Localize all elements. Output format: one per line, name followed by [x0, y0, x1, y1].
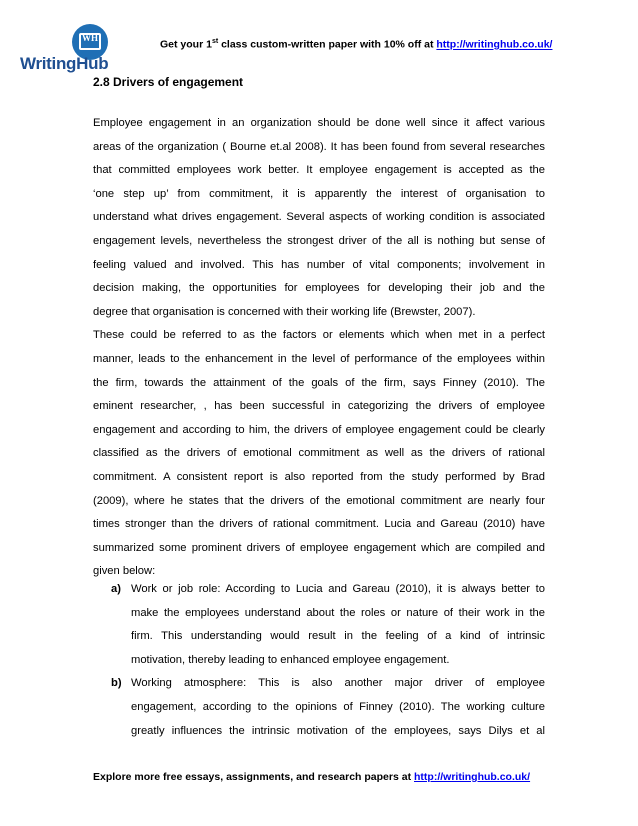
header-superscript: st: [211, 38, 219, 45]
paragraph2-line: commitment. A consistent report is also reported from the study performed by Brad: [93, 470, 545, 483]
list-item: [93, 578, 545, 672]
paragraph2-line: the firm, towards the attainment of the goals of the firm, says Finney (2010). The: [93, 376, 545, 389]
writinghub-logo: [20, 24, 120, 72]
footer-link[interactable]: http://writinghub.co.uk/: [414, 771, 531, 783]
list-item-line: engagement, according to the opinions of Finney (2010). The working culture: [131, 700, 545, 713]
paragraph1-line: engagement levels, nevertheless the strongest driver of the all is nothing but sense of: [93, 234, 545, 247]
paragraph1-line: understand what drives engagement. Several aspects of working condition is associated: [93, 211, 545, 224]
paragraph2-line: times stronger than the drivers of rational commitment. Lucia and Gareau (2010) have: [93, 518, 545, 531]
paragraph2-line: summarized some prominent drivers of employee engagement which are compiled and: [93, 541, 545, 554]
list-item-line: make the employees understand about the roles or nature of their work in the: [131, 606, 545, 619]
footer-text: Explore more free essays, assignments, and research papers at: [93, 771, 414, 783]
paragraph1-line: feeling valued and involved. This has number of vital components; involvement in: [93, 258, 545, 271]
paragraph1-line: decision making, the opportunities for employees for developing their job and the: [93, 282, 545, 295]
section-title: 2.8 Drivers of engagement: [93, 75, 244, 89]
drivers-list: [93, 578, 545, 743]
paragraph2-line: classified as the drivers of emotional commitment as well as the drivers of rational: [93, 447, 545, 460]
logo-word-b: Hub: [76, 54, 109, 73]
paragraph2-line: These could be referred to as the factors or elements which when met in a perfect: [93, 329, 545, 342]
paragraph1-line: Employee engagement in an organization should be done well since it affect various: [93, 117, 545, 129]
page-footer: [93, 771, 530, 783]
paragraph1-line: ‘one step up’ from commitment, it is apparently the interest of organisation to: [93, 187, 545, 200]
paragraph1-line: that committed employees work better. It employee engagement is accepted as the: [93, 164, 545, 177]
logo-wordmark: [20, 54, 108, 74]
header-text-pre: Get your 1: [160, 38, 212, 51]
list-item-line: greatly influences the intrinsic motivation of the employees, says Dilys et al: [131, 724, 545, 737]
paragraph2-line: engagement and according to him, the drivers of employee engagement could be clearly: [93, 423, 545, 436]
paragraph1-line: areas of the organization ( Bourne et.al 2008). It has been found from several researches: [93, 140, 545, 153]
list-item-line: Working atmosphere: This is also another major driver of employee: [131, 677, 545, 690]
paragraph2-line: manner, leads to the enhancement in the level of performance of the employees within: [93, 352, 545, 365]
paragraph2-line: (2009), where he states that the drivers of the emotional commitment are nearly four: [93, 494, 545, 507]
list-item-line: motivation, thereby leading to enhanced employee engagement.: [131, 653, 450, 666]
body-text: [93, 112, 545, 584]
page-header: [160, 38, 552, 51]
list-marker: a): [111, 583, 121, 595]
paragraph1-line: degree that organisation is concerned with their working life (Brewster, 2007).: [93, 305, 476, 318]
list-marker: b): [111, 677, 122, 690]
header-text-post: class custom-written paper with 10% off at: [218, 38, 437, 51]
list-item-line: firm. This understanding would result in the feeling of a kind of intrinsic: [131, 630, 545, 643]
list-item: [93, 672, 545, 743]
list-item-line: Work or job role: According to Lucia and Gareau (2010), it is always better to: [131, 583, 545, 595]
paragraph2-line: eminent researcher, , has been successful in categorizing the drivers of employee: [93, 400, 545, 413]
header-link[interactable]: http://writinghub.co.uk/: [436, 38, 553, 51]
logo-word-a: Writing: [20, 54, 77, 73]
paragraph2-line: given below:: [93, 565, 156, 578]
logo-badge: WH: [81, 33, 98, 43]
